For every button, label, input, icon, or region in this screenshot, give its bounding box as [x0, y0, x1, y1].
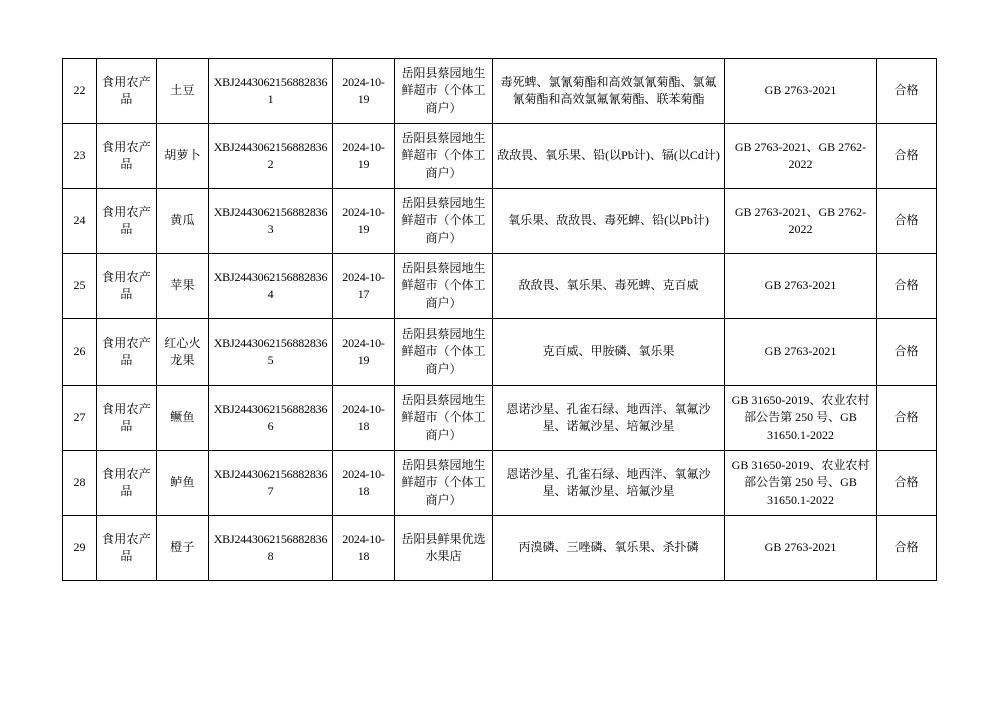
cell-sample-date: 2024-10-19 [333, 124, 395, 189]
cell-sampled-unit: 岳阳县蔡园地生鲜超市（个体工商户） [395, 386, 493, 451]
cell-index: 23 [63, 124, 97, 189]
cell-sample-code: XBJ24430621568828361 [209, 59, 333, 124]
cell-standard: GB 31650-2019、农业农村部公告第 250 号、GB 31650.1-2022 [725, 451, 877, 516]
cell-test-items: 恩诺沙星、孔雀石绿、地西泮、氧氟沙星、诺氟沙星、培氟沙星 [493, 386, 725, 451]
cell-index: 22 [63, 59, 97, 124]
cell-sampled-unit: 岳阳县蔡园地生鲜超市（个体工商户） [395, 189, 493, 254]
cell-test-items: 恩诺沙星、孔雀石绿、地西泮、氧氟沙星、诺氟沙星、培氟沙星 [493, 451, 725, 516]
inspection-results-table [62, 58, 937, 581]
cell-sample-code: XBJ24430621568828362 [209, 124, 333, 189]
inspection-table-container [62, 58, 920, 581]
cell-category: 食用农产品 [97, 254, 157, 319]
cell-food-name: 鳜鱼 [157, 386, 209, 451]
cell-food-name: 苹果 [157, 254, 209, 319]
cell-category: 食用农产品 [97, 59, 157, 124]
table-row [63, 386, 937, 451]
cell-standard: GB 2763-2021 [725, 254, 877, 319]
cell-index: 29 [63, 516, 97, 581]
cell-conclusion: 合格 [877, 254, 937, 319]
cell-sample-code: XBJ24430621568828364 [209, 254, 333, 319]
cell-category: 食用农产品 [97, 124, 157, 189]
cell-index: 26 [63, 319, 97, 386]
table-row [63, 516, 937, 581]
cell-category: 食用农产品 [97, 386, 157, 451]
cell-sample-date: 2024-10-19 [333, 319, 395, 386]
cell-sample-code: XBJ24430621568828368 [209, 516, 333, 581]
cell-sample-code: XBJ24430621568828367 [209, 451, 333, 516]
table-row [63, 59, 937, 124]
cell-index: 25 [63, 254, 97, 319]
cell-category: 食用农产品 [97, 319, 157, 386]
cell-standard: GB 2763-2021 [725, 516, 877, 581]
cell-sample-date: 2024-10-17 [333, 254, 395, 319]
table-row [63, 254, 937, 319]
cell-sample-date: 2024-10-19 [333, 189, 395, 254]
cell-standard: GB 2763-2021 [725, 319, 877, 386]
cell-food-name: 土豆 [157, 59, 209, 124]
cell-food-name: 橙子 [157, 516, 209, 581]
cell-index: 24 [63, 189, 97, 254]
cell-sample-date: 2024-10-18 [333, 516, 395, 581]
cell-standard: GB 31650-2019、农业农村部公告第 250 号、GB 31650.1-2022 [725, 386, 877, 451]
cell-conclusion: 合格 [877, 319, 937, 386]
cell-standard: GB 2763-2021、GB 2762-2022 [725, 189, 877, 254]
table-row [63, 319, 937, 386]
cell-test-items: 丙溴磷、三唑磷、氧乐果、杀扑磷 [493, 516, 725, 581]
cell-standard: GB 2763-2021 [725, 59, 877, 124]
cell-test-items: 敌敌畏、氧乐果、铅(以Pb计)、镉(以Cd计) [493, 124, 725, 189]
cell-sampled-unit: 岳阳县蔡园地生鲜超市（个体工商户） [395, 319, 493, 386]
cell-index: 28 [63, 451, 97, 516]
cell-sampled-unit: 岳阳县鲜果优选水果店 [395, 516, 493, 581]
cell-test-items: 毒死蜱、氯氰菊酯和高效氯氰菊酯、氯氟氰菊酯和高效氯氟氰菊酯、联苯菊酯 [493, 59, 725, 124]
cell-food-name: 黄瓜 [157, 189, 209, 254]
cell-conclusion: 合格 [877, 451, 937, 516]
cell-standard: GB 2763-2021、GB 2762-2022 [725, 124, 877, 189]
cell-sample-code: XBJ24430621568828366 [209, 386, 333, 451]
cell-conclusion: 合格 [877, 386, 937, 451]
cell-sample-code: XBJ24430621568828363 [209, 189, 333, 254]
table-row [63, 124, 937, 189]
cell-sampled-unit: 岳阳县蔡园地生鲜超市（个体工商户） [395, 254, 493, 319]
cell-conclusion: 合格 [877, 516, 937, 581]
cell-sampled-unit: 岳阳县蔡园地生鲜超市（个体工商户） [395, 451, 493, 516]
cell-sampled-unit: 岳阳县蔡园地生鲜超市（个体工商户） [395, 124, 493, 189]
cell-category: 食用农产品 [97, 516, 157, 581]
cell-sample-date: 2024-10-19 [333, 59, 395, 124]
cell-test-items: 氧乐果、敌敌畏、毒死蜱、铅(以Pb计) [493, 189, 725, 254]
cell-test-items: 克百威、甲胺磷、氧乐果 [493, 319, 725, 386]
cell-conclusion: 合格 [877, 59, 937, 124]
cell-category: 食用农产品 [97, 189, 157, 254]
table-body [63, 59, 937, 581]
cell-index: 27 [63, 386, 97, 451]
table-row [63, 451, 937, 516]
cell-sample-code: XBJ24430621568828365 [209, 319, 333, 386]
cell-sample-date: 2024-10-18 [333, 451, 395, 516]
cell-conclusion: 合格 [877, 189, 937, 254]
cell-category: 食用农产品 [97, 451, 157, 516]
cell-sample-date: 2024-10-18 [333, 386, 395, 451]
cell-food-name: 红心火龙果 [157, 319, 209, 386]
cell-conclusion: 合格 [877, 124, 937, 189]
cell-test-items: 敌敌畏、氧乐果、毒死蜱、克百威 [493, 254, 725, 319]
cell-sampled-unit: 岳阳县蔡园地生鲜超市（个体工商户） [395, 59, 493, 124]
cell-food-name: 鲈鱼 [157, 451, 209, 516]
cell-food-name: 胡萝卜 [157, 124, 209, 189]
table-row [63, 189, 937, 254]
